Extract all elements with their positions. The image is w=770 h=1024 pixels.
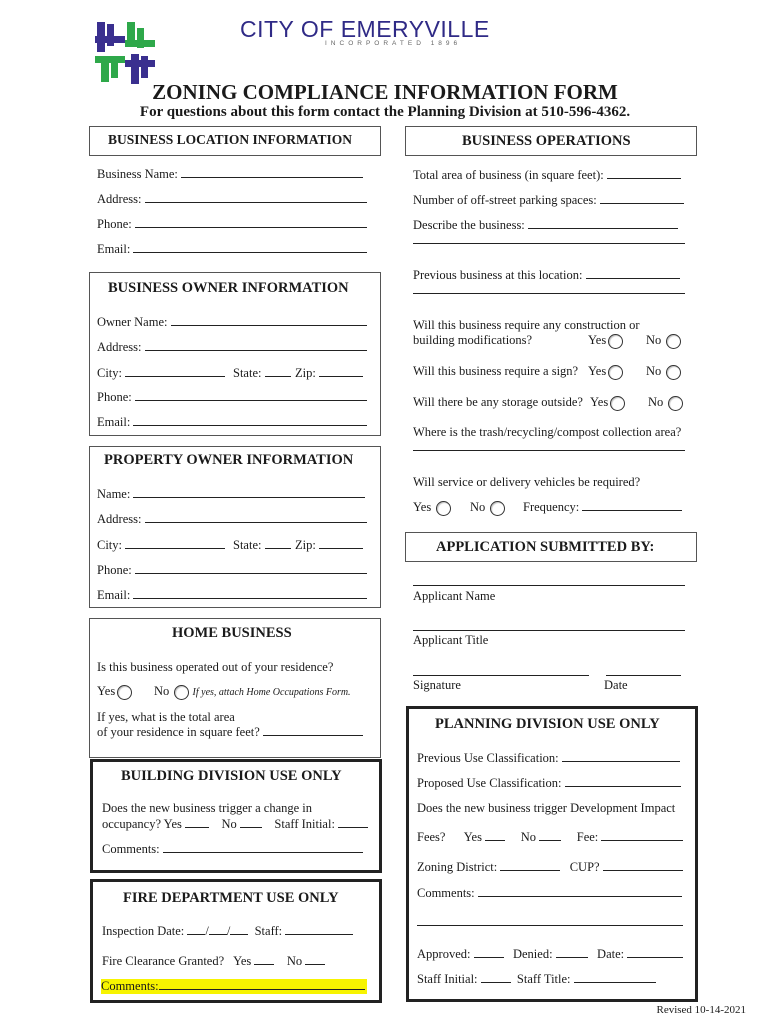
radio-icon[interactable] [666, 334, 681, 349]
planning-staff-field[interactable]: Staff Initial: Staff Title: [417, 972, 656, 987]
owner-state-field[interactable]: State: [233, 366, 291, 381]
radio-icon[interactable] [490, 501, 505, 516]
proposed-use-field[interactable]: Proposed Use Classification: [417, 776, 681, 791]
form-subtitle: For questions about this form contact the Planning Division at 510-596-4362. [139, 104, 631, 120]
delivery-question: Will service or delivery vehicles be required? [413, 475, 641, 489]
fire-comments-field[interactable]: Comments: [101, 979, 367, 994]
describe-business-field[interactable]: Describe the business: [413, 218, 678, 233]
owner-zip-field[interactable]: Zip: [295, 366, 363, 381]
storage-question: Will there be any storage outside? [413, 395, 583, 409]
incorporated-text: INCORPORATED 1896 [325, 40, 462, 47]
form-title: ZONING COMPLIANCE INFORMATION FORM [152, 80, 618, 104]
section-heading: HOME BUSINESS [172, 625, 292, 641]
parking-field[interactable]: Number of off-street parking spaces: [413, 193, 684, 208]
construction-question-line1: Will this business require any construction or [413, 318, 640, 332]
previous-use-field[interactable]: Previous Use Classification: [417, 751, 680, 766]
revised-date: Revised 10-14-2021 [656, 1004, 746, 1016]
storage-no[interactable]: No [648, 395, 683, 411]
property-zip-field[interactable]: Zip: [295, 538, 363, 553]
owner-email-field[interactable]: Email: [97, 415, 367, 430]
business-operations-section [405, 126, 697, 156]
home-business-question: Is this business operated out of your residence? [97, 660, 334, 674]
construction-yes[interactable]: Yes [588, 333, 623, 349]
radio-icon[interactable] [668, 396, 683, 411]
construction-question-line2: building modifications? [413, 333, 533, 347]
applicant-title-label: Applicant Title [413, 633, 489, 647]
area-question-line1: If yes, what is the total area [97, 710, 235, 724]
describe-line[interactable] [413, 243, 685, 244]
signature-line[interactable] [413, 675, 589, 676]
impact-question: Does the new business trigger Development Impact [417, 801, 676, 815]
radio-icon[interactable] [608, 334, 623, 349]
city-name: CITY OF EMERYVILLE [240, 16, 490, 42]
impact-fees-field[interactable]: Fees? Yes No Fee: [417, 830, 683, 845]
property-name-field[interactable]: Name: [97, 487, 365, 502]
home-business-yes[interactable]: Yes [97, 684, 132, 700]
sign-yes[interactable]: Yes [588, 364, 623, 380]
inspection-date-field[interactable]: Inspection Date: / / Staff: [102, 924, 353, 939]
fire-clearance-field[interactable]: Fire Clearance Granted? Yes No [102, 954, 325, 969]
radio-icon[interactable] [436, 501, 451, 516]
section-heading: APPLICATION SUBMITTED BY: [436, 539, 655, 555]
applicant-title-line[interactable] [413, 630, 685, 631]
radio-icon[interactable] [666, 365, 681, 380]
application-section [405, 532, 697, 562]
delivery-no[interactable]: No [470, 500, 505, 516]
planning-comments-field[interactable]: Comments: [417, 886, 682, 901]
section-heading: BUILDING DIVISION USE ONLY [121, 768, 342, 784]
applicant-name-line[interactable] [413, 585, 685, 586]
sign-no[interactable]: No [646, 364, 681, 380]
building-comments-field[interactable]: Comments: [102, 842, 363, 857]
trash-question: Where is the trash/recycling/compost collection area? [413, 425, 682, 439]
home-occupation-note: If yes, attach Home Occupations Form. [192, 687, 351, 698]
business-address-field[interactable]: Address: [97, 192, 367, 207]
property-phone-field[interactable]: Phone: [97, 563, 367, 578]
radio-icon[interactable] [174, 685, 189, 700]
previous-business-field[interactable]: Previous business at this location: [413, 268, 680, 283]
business-phone-field[interactable]: Phone: [97, 217, 367, 232]
property-city-field[interactable]: City: [97, 538, 225, 553]
radio-icon[interactable] [117, 685, 132, 700]
sign-question: Will this business require a sign? [413, 364, 579, 378]
business-location-section [89, 126, 381, 156]
business-email-field[interactable]: Email: [97, 242, 367, 257]
approval-field[interactable]: Approved: Denied: Date: [417, 947, 683, 962]
property-address-field[interactable]: Address: [97, 512, 367, 527]
trash-line[interactable] [413, 450, 685, 451]
building-question-line2[interactable]: occupancy? Yes No Staff Initial: [102, 817, 368, 832]
zoning-district-field[interactable]: Zoning District: CUP? [417, 860, 683, 875]
owner-address-field[interactable]: Address: [97, 340, 367, 355]
section-heading: BUSINESS OWNER INFORMATION [108, 280, 349, 296]
business-name-field[interactable]: Business Name: [97, 167, 363, 182]
date-label: Date [604, 678, 628, 692]
area-question-field[interactable]: of your residence in square feet? [97, 725, 363, 740]
date-line[interactable] [606, 675, 681, 676]
radio-icon[interactable] [610, 396, 625, 411]
signature-label: Signature [413, 678, 461, 692]
construction-no[interactable]: No [646, 333, 681, 349]
property-owner-section [89, 446, 381, 608]
owner-name-field[interactable]: Owner Name: [97, 315, 367, 330]
planning-comments-line[interactable] [417, 925, 683, 926]
section-heading: PROPERTY OWNER INFORMATION [104, 452, 354, 468]
owner-city-field[interactable]: City: [97, 366, 225, 381]
section-heading: BUSINESS LOCATION INFORMATION [108, 132, 353, 147]
property-state-field[interactable]: State: [233, 538, 291, 553]
home-business-no[interactable]: No If yes, attach Home Occupations Form. [154, 684, 351, 698]
owner-phone-field[interactable]: Phone: [97, 390, 367, 405]
frequency-field[interactable]: Frequency: [523, 500, 682, 515]
city-logo-icon [95, 22, 155, 84]
total-area-field[interactable]: Total area of business (in square feet): [413, 168, 681, 183]
section-heading: FIRE DEPARTMENT USE ONLY [123, 890, 339, 906]
section-heading: BUSINESS OPERATIONS [462, 133, 631, 149]
storage-yes[interactable]: Yes [590, 395, 625, 411]
section-heading: PLANNING DIVISION USE ONLY [435, 716, 660, 732]
building-question-line1: Does the new business trigger a change in [102, 801, 313, 815]
property-email-field[interactable]: Email: [97, 588, 367, 603]
previous-business-line[interactable] [413, 293, 685, 294]
radio-icon[interactable] [608, 365, 623, 380]
applicant-name-label: Applicant Name [413, 589, 496, 603]
delivery-yes[interactable]: Yes [413, 500, 451, 516]
